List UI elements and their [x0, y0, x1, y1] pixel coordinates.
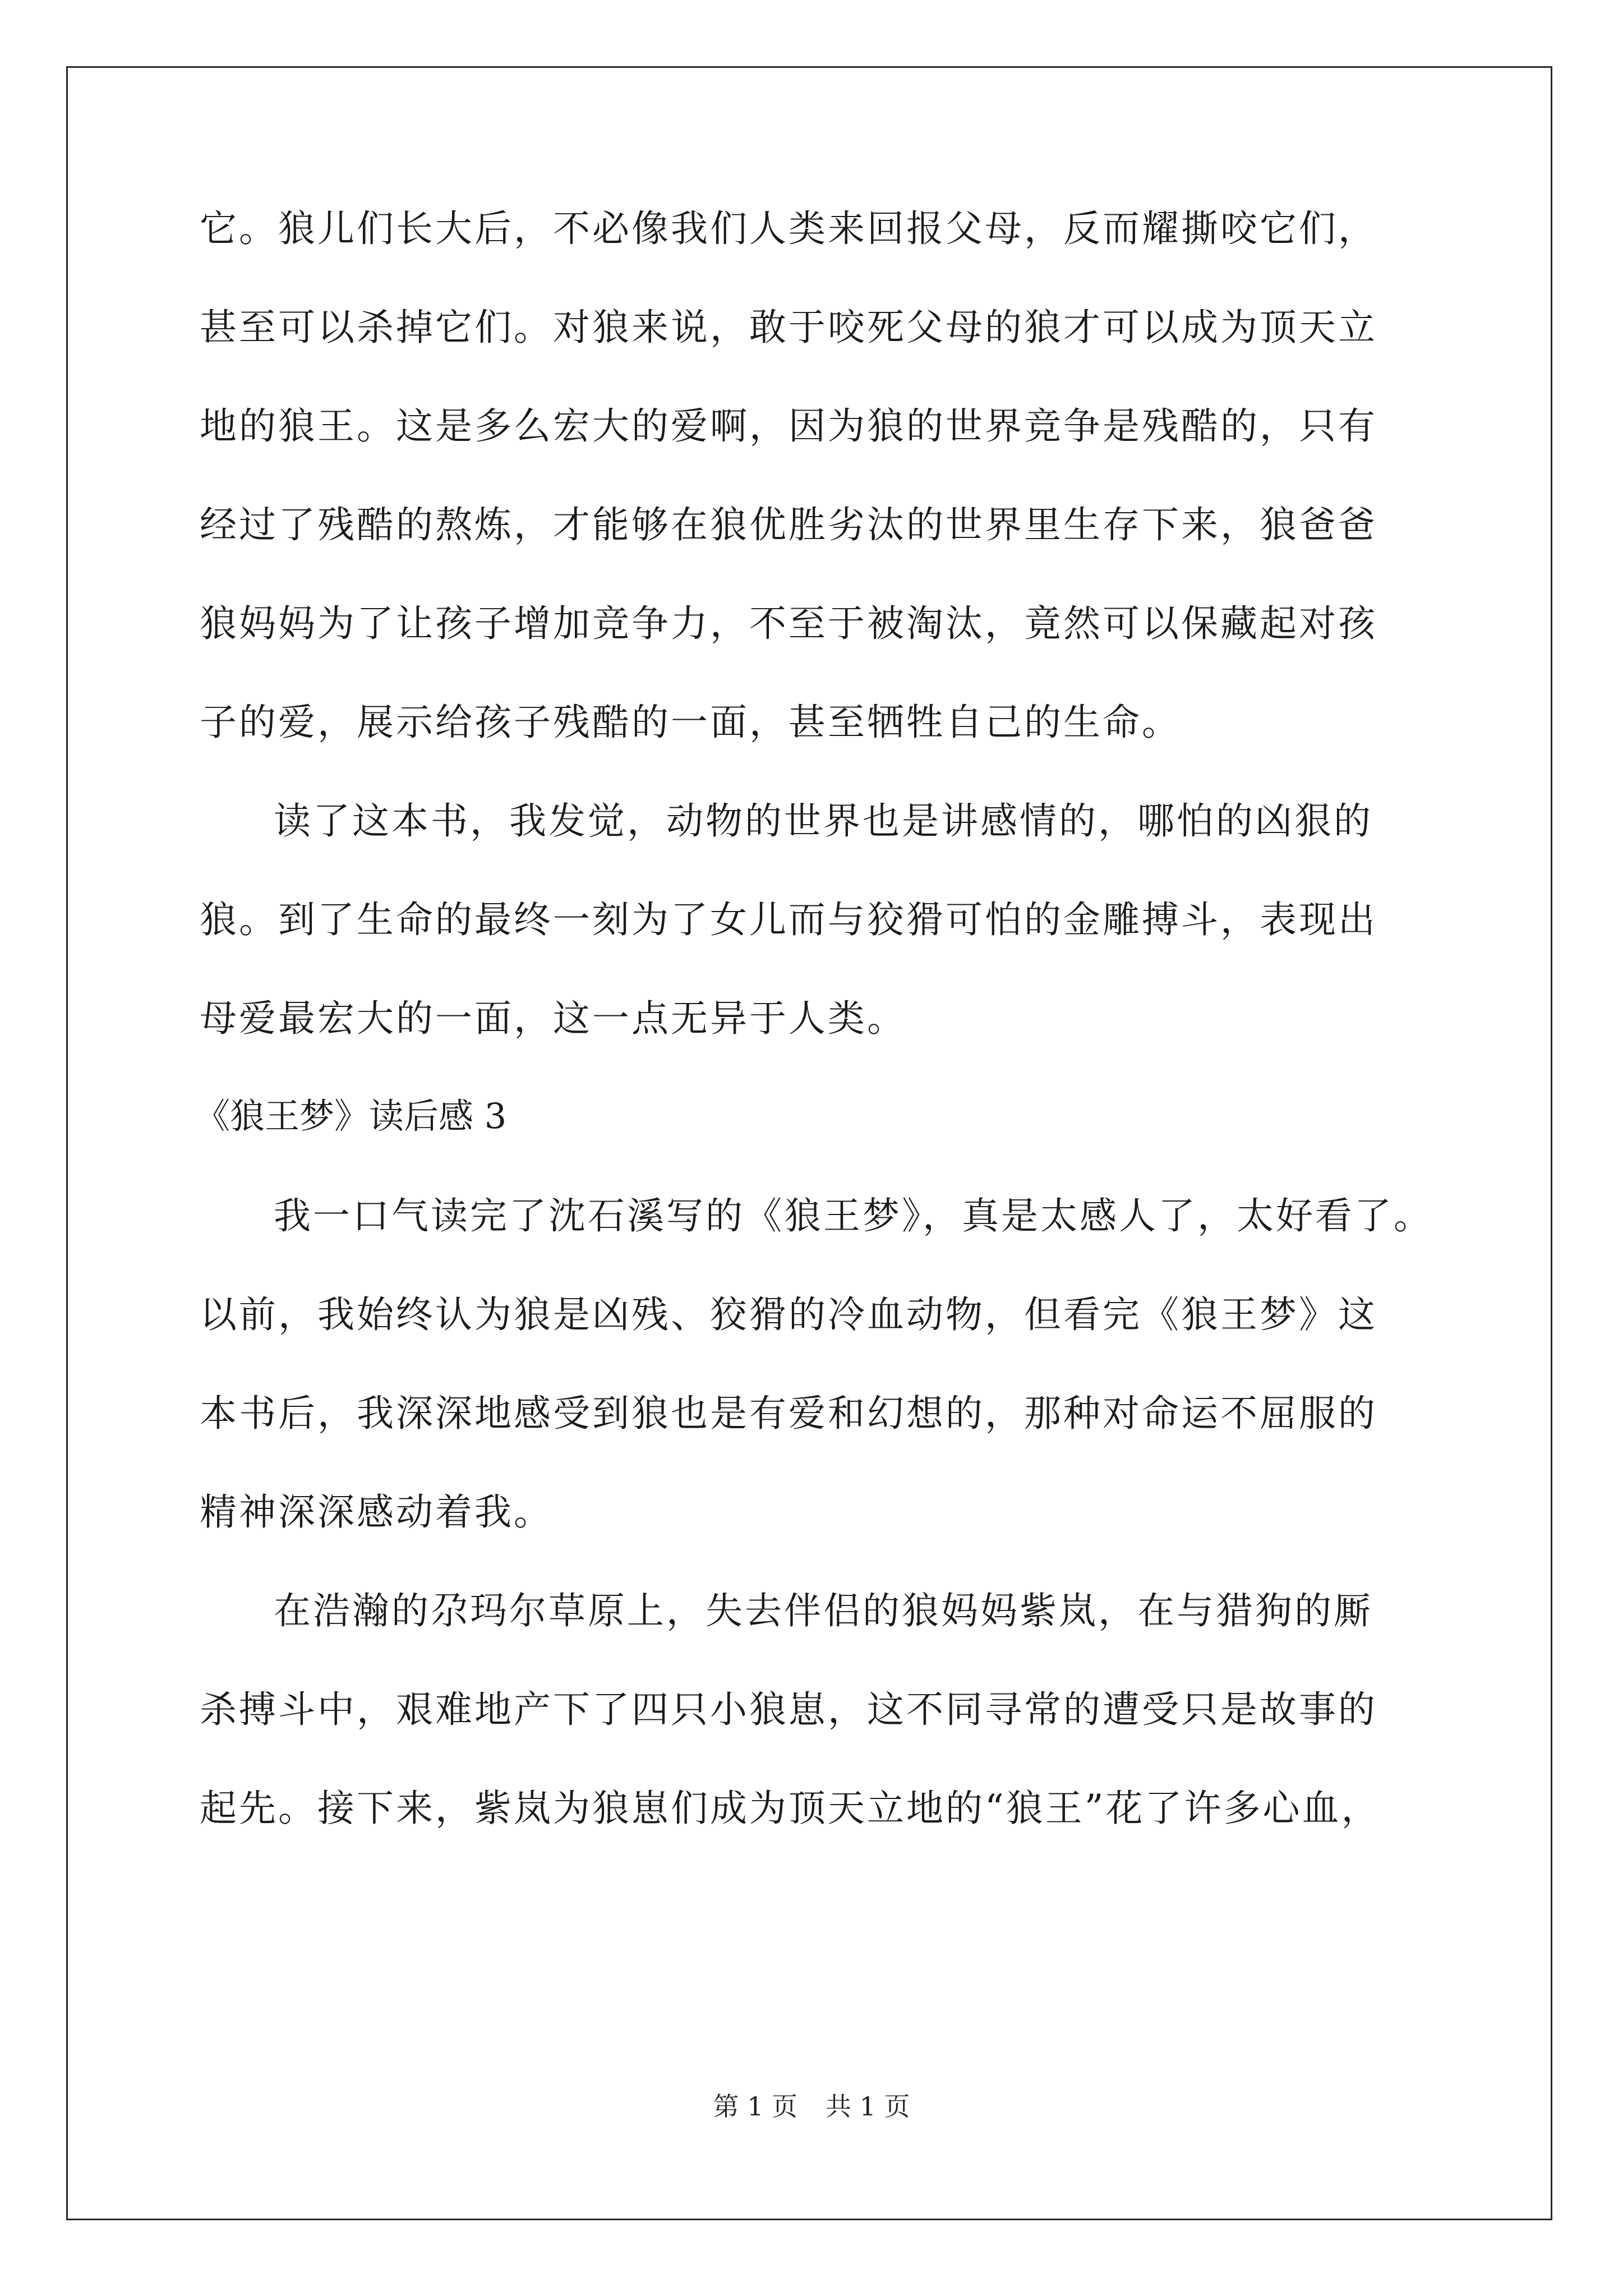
text-line: 杀搏斗中，艰难地产下了四只小狼崽，这不同寻常的遭受只是故事的	[200, 1688, 1377, 1731]
text-line: 狼妈妈为了让孩子增加竞争力，不至于被淘汰，竟然可以保藏起对孩	[200, 602, 1377, 645]
text-line: 经过了残酷的熬炼，才能够在狼优胜劣汰的世界里生存下来，狼爸爸	[200, 503, 1377, 546]
text-line: 甚至可以杀掉它们。对狼来说，敢于咬死父母的狼才可以成为顶天立	[200, 306, 1377, 349]
page-number: 第 1 页	[713, 2091, 797, 2122]
text-line: 我一口气读完了沈石溪写的《狼王梦》，真是太感人了，太好看了。	[274, 1194, 1433, 1237]
text-line: 本书后，我深深地感受到狼也是有爱和幻想的，那种对命运不屈服的	[200, 1392, 1377, 1435]
paragraph-1	[200, 207, 1433, 803]
text-line: 精神深深感动着我。	[200, 1490, 553, 1534]
text-line: 在浩瀚的尕玛尔草原上，失去伴侣的狼妈妈紫岚，在与猎狗的厮	[274, 1589, 1373, 1632]
text-line: 母爱最宏大的一面，这一点无异于人类。	[200, 997, 906, 1040]
text-line: 地的狼王。这是多么宏大的爱啊，因为狼的世界竞争是残酷的，只有	[200, 404, 1377, 448]
text-line: 以前，我始终认为狼是凶残、狡猾的冷血动物，但看完《狼王梦》这	[200, 1293, 1377, 1336]
paragraph-3	[200, 1194, 1433, 1593]
page-footer	[0, 2091, 1623, 2122]
page-total: 共 1 页	[826, 2091, 910, 2122]
text-line: 它。狼儿们长大后，不必像我们人类来回报父母，反而耀撕咬它们，	[200, 207, 1377, 250]
text-line: 起先。接下来，紫岚为狼崽们成为顶天立地的“狼王”花了许多心血，	[200, 1787, 1381, 1830]
text-line: 读了这本书，我发觉，动物的世界也是讲感情的，哪怕的凶狠的	[274, 799, 1373, 843]
text-line: 子的爱，展示给孩子残酷的一面，甚至牺牲自己的生命。	[200, 701, 1181, 744]
document-body	[195, 207, 1433, 1889]
paragraph-4	[200, 1589, 1433, 1889]
section-heading: 《狼王梦》读后感 3	[195, 1096, 507, 1137]
paragraph-2	[200, 799, 1433, 1099]
text-line: 狼。到了生命的最终一刻为了女儿而与狡猾可怕的金雕搏斗，表现出	[200, 898, 1377, 941]
